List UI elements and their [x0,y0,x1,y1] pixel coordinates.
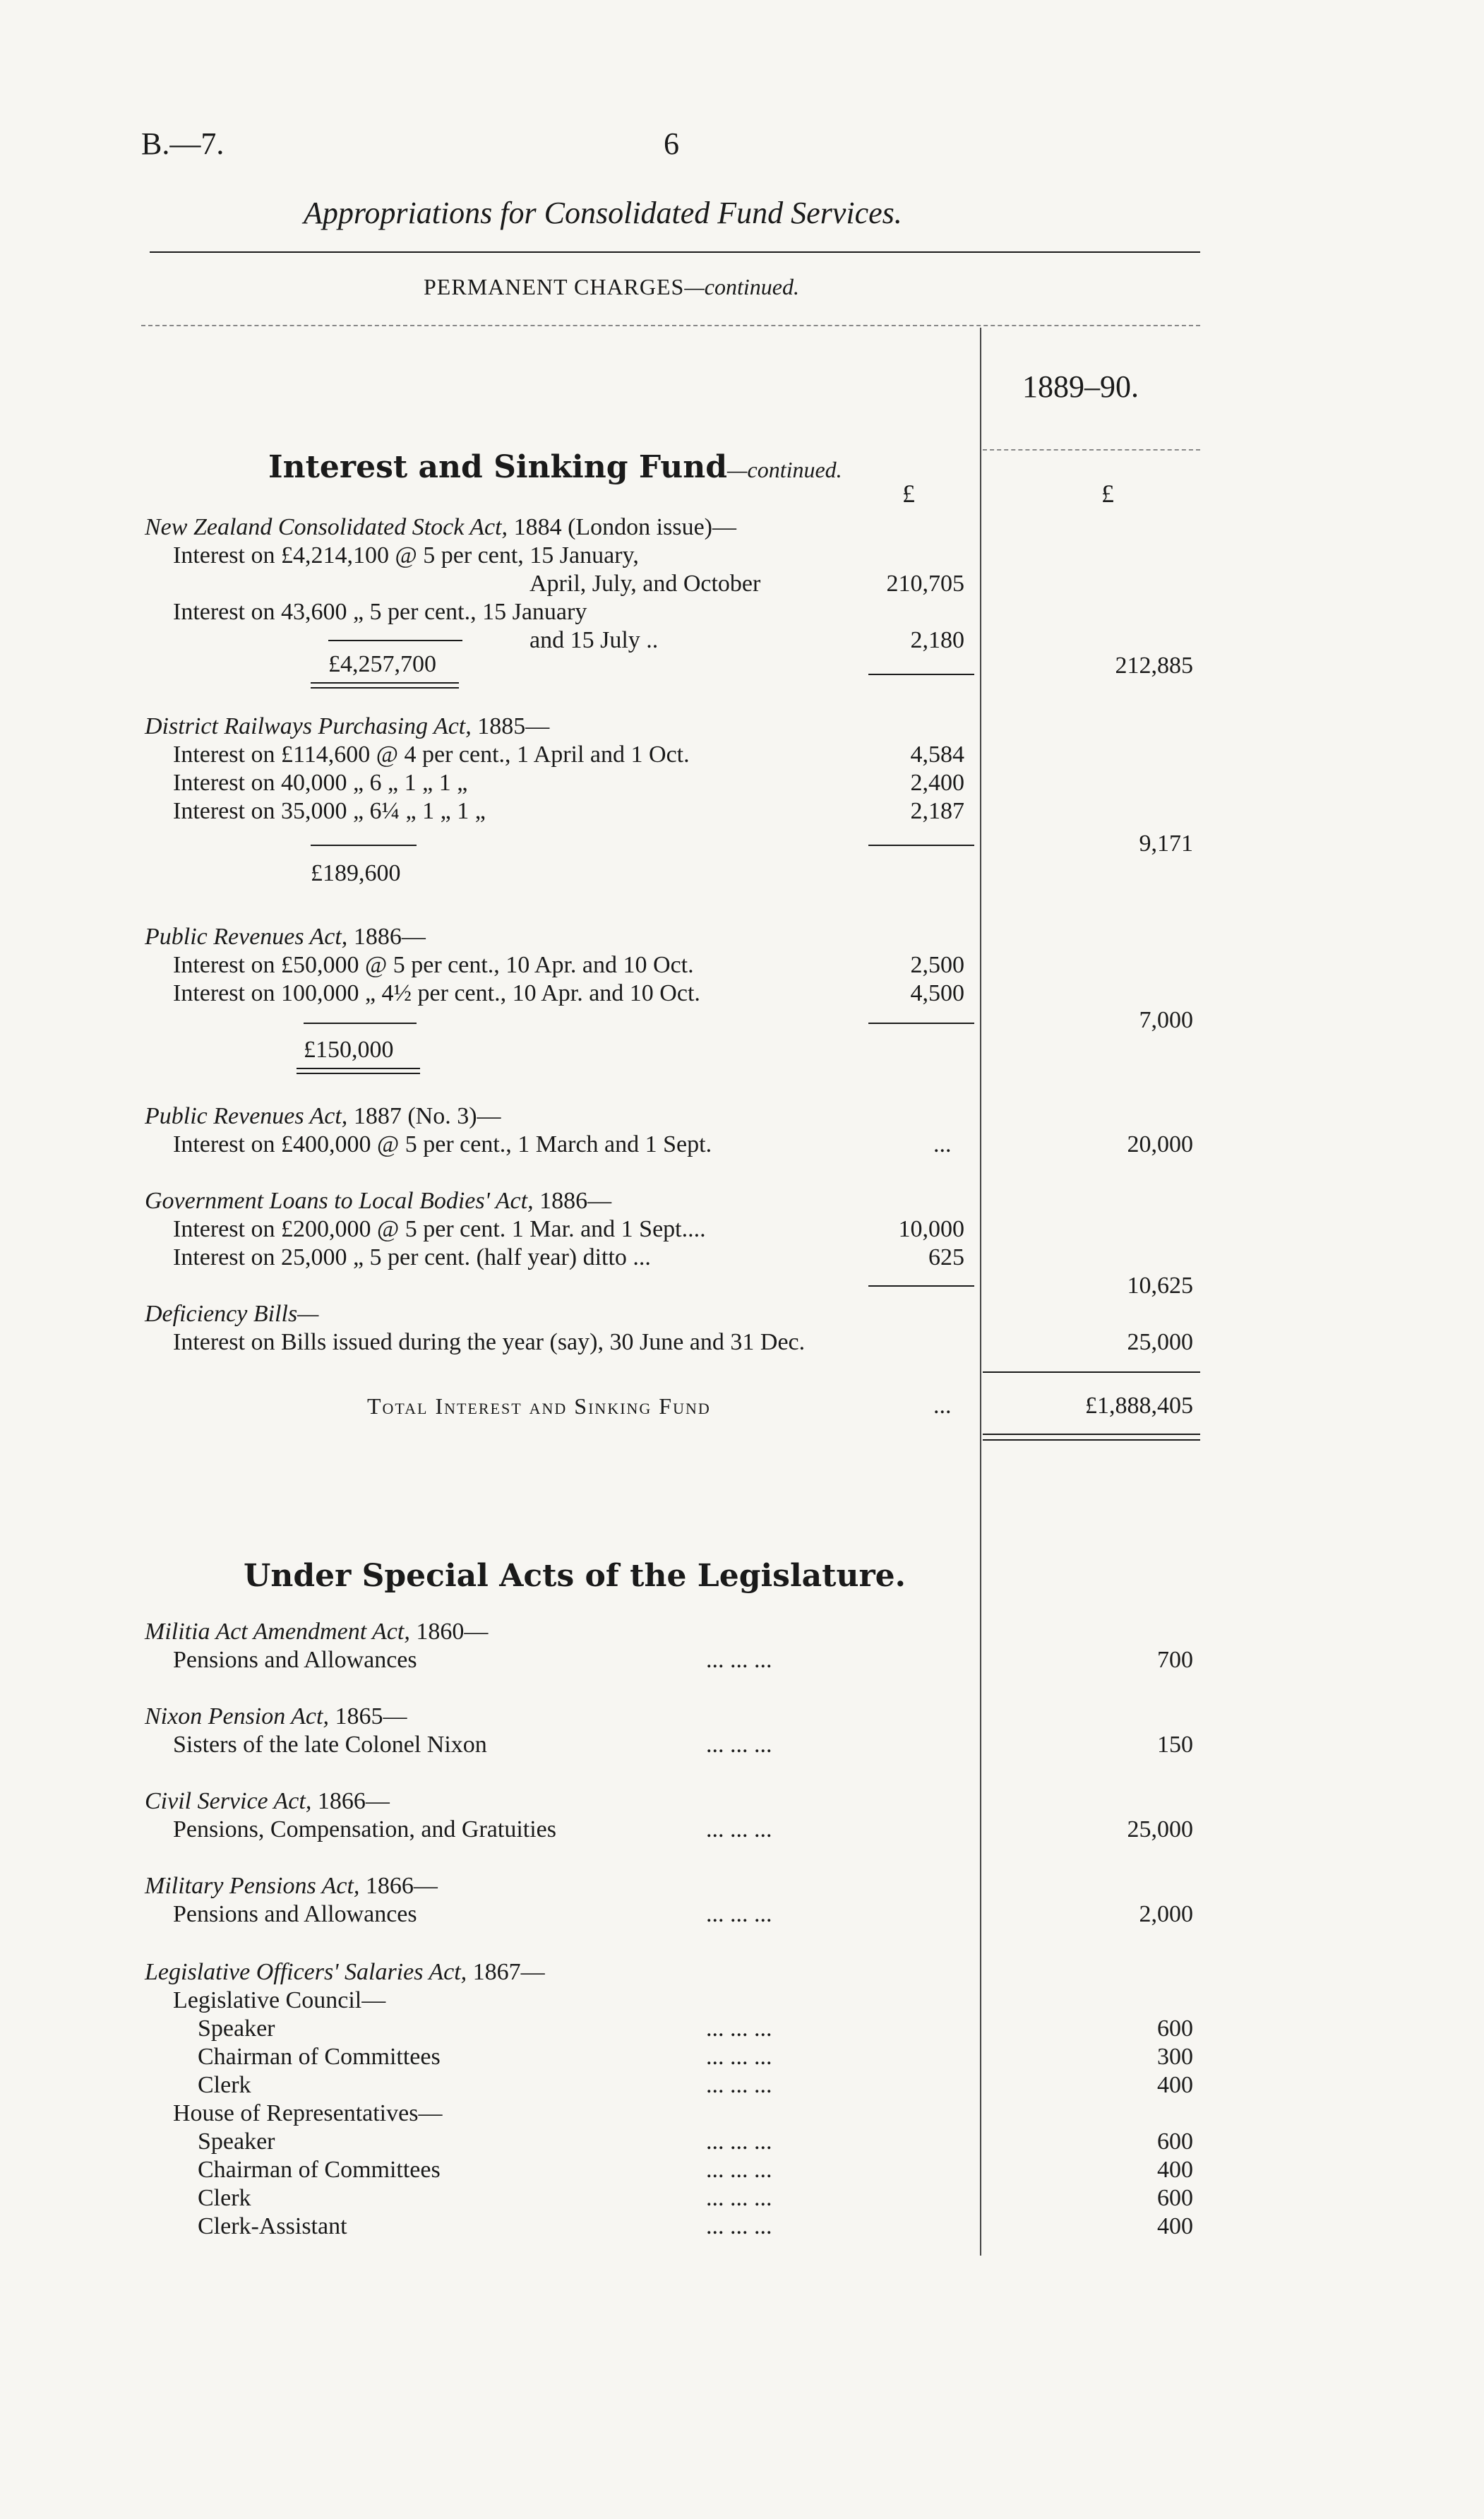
pra1886-principal-rule [304,1023,417,1024]
legislative-act-name: Legislative Officers' Salaries Act, [145,1959,467,1985]
pra1886-total: 7,000 [1139,1007,1193,1033]
pra1886-total-principal: £150,000 [304,1037,394,1063]
nz-line-4: and 15 July .. [529,627,659,653]
house-speaker-value: 600 [1157,2128,1193,2155]
interest-heading [268,449,842,485]
special-act-2-line: Sisters of the late Colonel Nixon [173,1732,487,1758]
page-number: 6 [664,126,679,161]
special-act-4-title [145,1871,438,1901]
deficiency-line: Interest on Bills issued during the year (say), 30 June and 31 Dec. [173,1329,806,1355]
council-chairman-dots: ... ... ... [706,2044,772,2070]
council-clerk-value: 400 [1157,2072,1193,2098]
nz-line-1: Interest on £4,214,100 @ 5 per cent, 15 January, [173,542,639,568]
pra1886-principal-double-rule [297,1068,420,1074]
council-speaker: Speaker [198,2015,275,2042]
pra1887-dots: ... [933,1131,952,1157]
pra1887-act-title [145,1102,501,1131]
legislative-act-rest: 1867— [472,1959,545,1985]
militia-act-name: Militia Act Amendment Act, [145,1619,410,1645]
house-chairman-dots: ... ... ... [706,2157,772,2183]
nixon-act-rest: 1865— [335,1703,407,1729]
nz-total: 212,885 [1115,653,1193,679]
special-act-4-value: 2,000 [1139,1901,1193,1927]
deficiency-rule [983,1371,1200,1373]
glb-line-2: Interest on 25,000 „ 5 per cent. (half year) ditto ... [173,1244,651,1270]
nz-line-2: April, July, and October [529,571,761,597]
militia-act-rest: 1860— [416,1619,489,1645]
house-speaker: Speaker [198,2128,275,2155]
nz-act-title [145,513,736,542]
column-divider [980,328,981,2256]
interest-heading-text: Interest and Sinking Fund [268,449,728,485]
council-chairman-value: 300 [1157,2044,1193,2070]
special-act-1-dots: ... ... ... [706,1647,772,1673]
pra1886-sub-rule [868,1023,974,1024]
council-clerk-dots: ... ... ... [706,2072,772,2098]
drp-line-2: Interest on 40,000 „ 6 „ 1 „ 1 „ [173,770,468,796]
house-clerk-assistant: Clerk-Assistant [198,2213,347,2239]
page-title: Appropriations for Consolidated Fund Services. [304,196,902,230]
special-act-1-title [145,1617,488,1647]
nz-sub-rule [868,674,974,675]
special-act-3-title [145,1787,390,1816]
deficiency-total: 25,000 [1127,1329,1193,1355]
interest-heading-cont: —continued. [727,457,842,482]
house-label: House of Representatives— [173,2100,443,2126]
special-act-4-dots: ... ... ... [706,1901,772,1927]
council-label: Legislative Council— [173,1987,386,2013]
pra1887-line: Interest on £400,000 @ 5 per cent., 1 March and 1 Sept. [173,1131,712,1157]
civil-service-act-rest: 1866— [317,1788,390,1814]
glb-line-1: Interest on £200,000 @ 5 per cent. 1 Mar. and 1 Sept.... [173,1216,706,1242]
pra1886-line-1: Interest on £50,000 @ 5 per cent., 10 Apr. and 10 Oct. [173,952,694,978]
glb-sub-rule [868,1285,974,1287]
special-act-1-line: Pensions and Allowances [173,1647,417,1673]
pra1886-act-name: Public Revenues Act, [145,924,348,950]
nz-line-2-value: 210,705 [886,571,964,597]
special-act-3-dots: ... ... ... [706,1816,772,1842]
pra1887-total: 20,000 [1127,1131,1193,1157]
legislative-act-title [145,1958,545,1987]
drp-total-principal: £189,600 [311,860,401,886]
grand-total-dots: ... [933,1393,952,1419]
pra1887-act-name: Public Revenues Act, [145,1103,348,1129]
nz-act-rest: 1884 (London issue)— [513,514,736,540]
special-act-2-value: 150 [1157,1732,1193,1758]
subtitle-rule [141,325,1200,326]
special-act-3-line: Pensions, Compensation, and Gratuities [173,1816,557,1842]
grand-total: £1,888,405 [1085,1393,1193,1419]
page-ref: B.—7. [141,126,225,161]
pra1886-line-1-value: 2,500 [910,952,964,978]
year-header: 1889–90. [1022,369,1139,404]
civil-service-act-name: Civil Service Act, [145,1788,312,1814]
nz-line-3: Interest on 43,600 „ 5 per cent., 15 January [173,599,587,625]
glb-line-1-value: 10,000 [898,1216,964,1242]
outer-unit-label: £ [1101,480,1114,508]
drp-act-title [145,712,549,742]
drp-line-1-value: 4,584 [910,742,964,768]
special-act-2-dots: ... ... ... [706,1732,772,1758]
military-pensions-act-name: Military Pensions Act, [145,1873,360,1899]
drp-act-rest: 1885— [477,713,550,739]
nz-principal-rule [328,640,462,641]
drp-sub-rule [868,845,974,846]
council-speaker-value: 600 [1157,2015,1193,2042]
house-clerk-dots: ... ... ... [706,2185,772,2211]
special-act-4-line: Pensions and Allowances [173,1901,417,1927]
deficiency-act-title: Deficiency Bills— [145,1301,319,1327]
drp-act-name: District Railways Purchasing Act, [145,713,472,739]
council-clerk: Clerk [198,2072,251,2098]
house-chairman-value: 400 [1157,2157,1193,2183]
drp-line-2-value: 2,400 [910,770,964,796]
subtitle-cont: —continued. [684,274,799,299]
council-chairman: Chairman of Committees [198,2044,441,2070]
nz-act-name: New Zealand Consolidated Stock Act, [145,514,508,540]
section-subtitle [424,274,799,300]
house-clerk-value: 600 [1157,2185,1193,2211]
drp-line-3-value: 2,187 [910,798,964,824]
pra1887-act-rest: 1887 (No. 3)— [353,1103,501,1129]
house-chairman: Chairman of Committees [198,2157,441,2183]
council-speaker-dots: ... ... ... [706,2015,772,2042]
drp-line-1: Interest on £114,600 @ 4 per cent., 1 April and 1 Oct. [173,742,690,768]
special-heading: Under Special Acts of the Legislature. [244,1558,906,1594]
pra1886-act-rest: 1886— [353,924,426,950]
pra1886-act-title [145,922,426,952]
special-act-1-value: 700 [1157,1647,1193,1673]
glb-act-rest: 1886— [539,1188,612,1214]
glb-act-name: Government Loans to Local Bodies' Act, [145,1188,534,1214]
special-act-2-title [145,1702,407,1732]
pra1886-line-2: Interest on 100,000 „ 4½ per cent., 10 Apr. and 10 Oct. [173,980,700,1006]
nz-principal-double-rule [311,682,459,689]
house-clerk: Clerk [198,2185,251,2211]
grand-total-double-rule [983,1434,1200,1441]
nixon-act-name: Nixon Pension Act, [145,1703,329,1729]
special-act-3-value: 25,000 [1127,1816,1193,1842]
header-rule [150,251,1200,253]
grand-total-label: Total Interest and Sinking Fund [367,1393,711,1419]
pra1886-line-2-value: 4,500 [910,980,964,1006]
glb-line-2-value: 625 [928,1244,964,1270]
drp-line-3: Interest on 35,000 „ 6¼ „ 1 „ 1 „ [173,798,486,824]
glb-total: 10,625 [1127,1273,1193,1299]
year-rule [983,449,1200,451]
house-clerk-assistant-value: 400 [1157,2213,1193,2239]
nz-total-principal: £4,257,700 [328,651,436,677]
glb-act-title [145,1186,611,1216]
nz-line-4-value: 2,180 [910,627,964,653]
house-clerk-assistant-dots: ... ... ... [706,2213,772,2239]
house-speaker-dots: ... ... ... [706,2128,772,2155]
drp-total: 9,171 [1139,830,1193,857]
drp-principal-rule [311,845,417,846]
subtitle-main: PERMANENT CHARGES [424,274,685,299]
inner-unit-label: £ [902,480,915,508]
military-pensions-act-rest: 1866— [365,1873,438,1899]
